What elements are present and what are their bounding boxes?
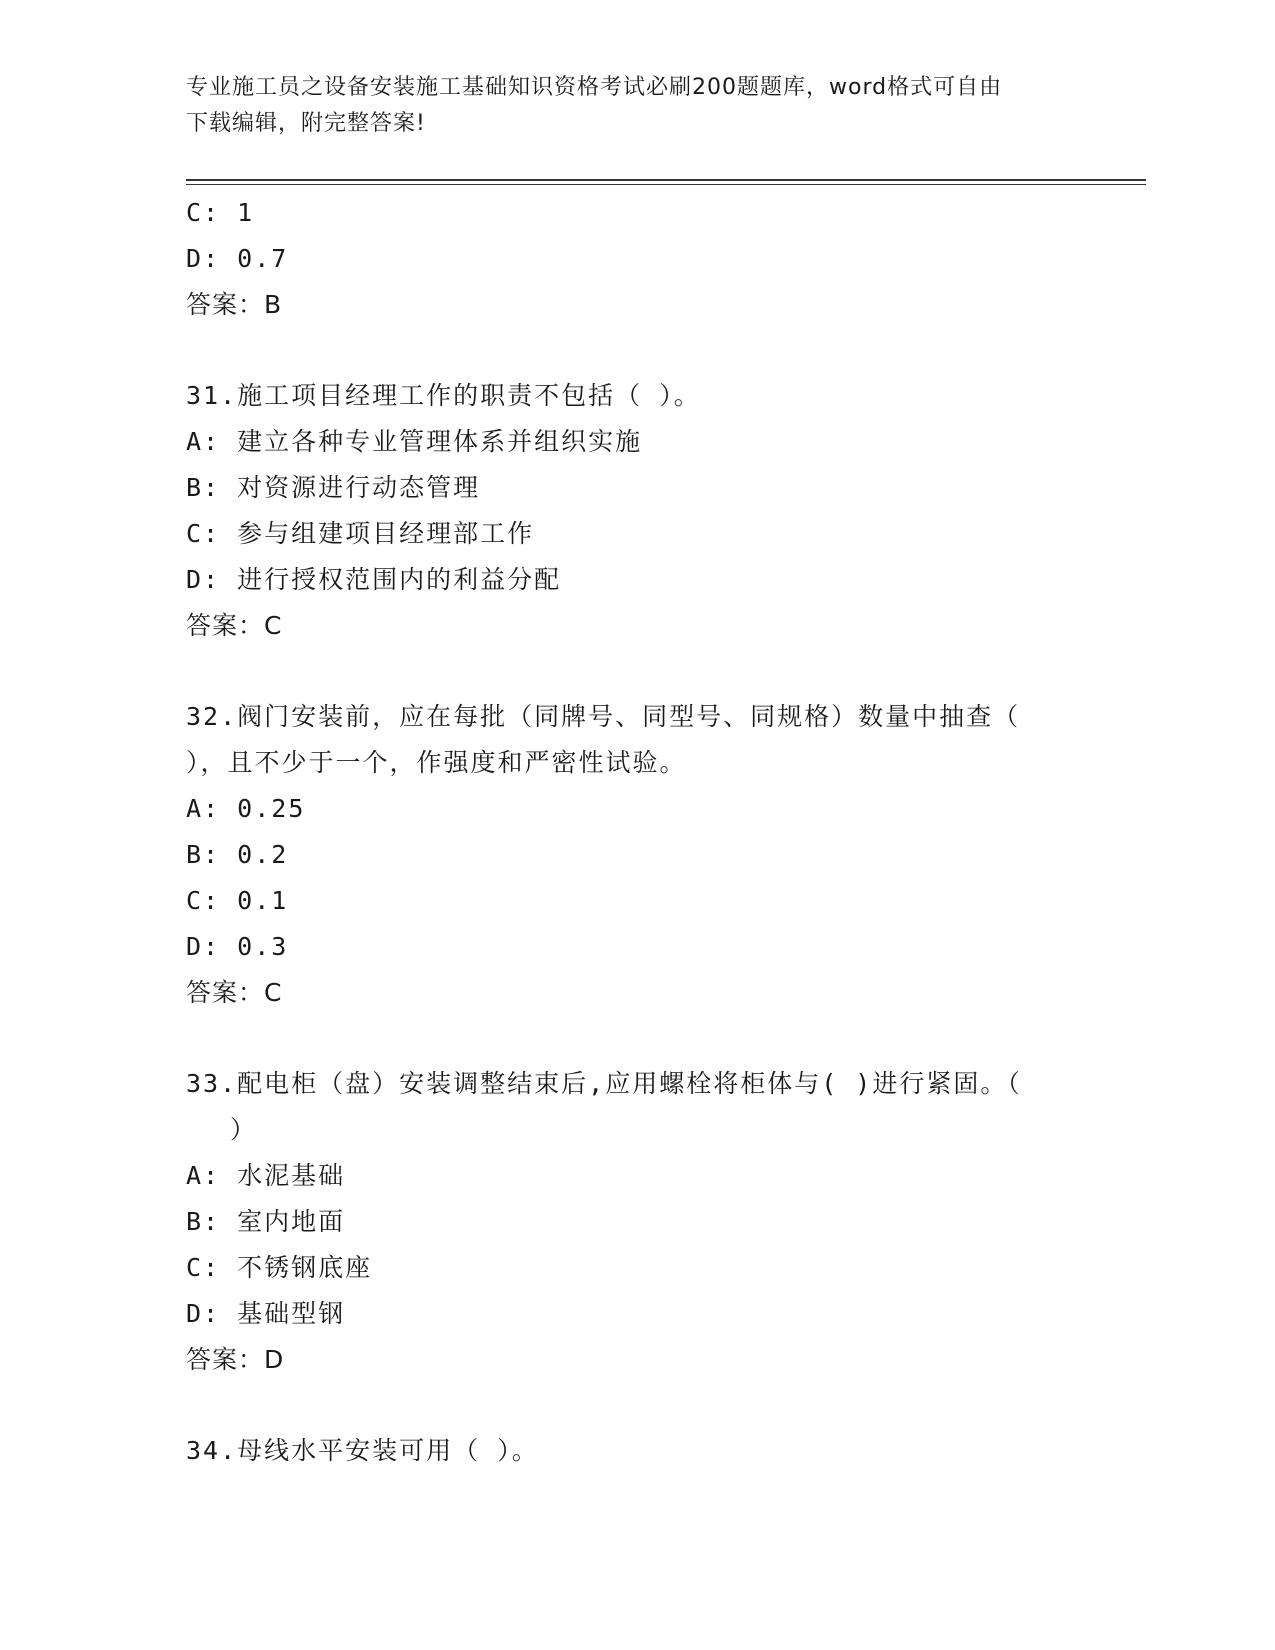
option-d <box>186 1291 1086 1337</box>
option-a <box>186 1153 1086 1199</box>
header-divider-thick <box>186 179 1146 181</box>
option-letter: C: <box>186 519 221 548</box>
option-text: 对资源进行动态管理 <box>237 473 481 502</box>
option-letter: A: <box>186 794 221 823</box>
option-d <box>186 557 1086 603</box>
option-letter: C: <box>186 886 221 915</box>
option-text: 水泥基础 <box>237 1161 346 1190</box>
question-33 <box>186 1061 1086 1383</box>
option-letter: C: <box>186 198 221 227</box>
question-stem: 31.施工项目经理工作的职责不包括（ ）。 <box>186 381 701 410</box>
answer-line: 答案：C <box>186 978 283 1007</box>
option-letter: A: <box>186 1161 221 1190</box>
prev-question <box>186 190 1086 328</box>
option-letter: D: <box>186 1299 221 1328</box>
option-d <box>186 924 1086 970</box>
option-c <box>186 190 1086 236</box>
option-letter: D: <box>186 244 221 273</box>
option-text: 参与组建项目经理部工作 <box>237 519 535 548</box>
option-a <box>186 419 1086 465</box>
question-stem-continued: ） <box>230 1115 258 1144</box>
option-b <box>186 1199 1086 1245</box>
option-letter: C: <box>186 1253 221 1282</box>
header-divider-thin <box>186 184 1146 185</box>
option-c <box>186 511 1086 557</box>
question-34 <box>186 1428 1086 1474</box>
option-text: 进行授权范围内的利益分配 <box>237 565 562 594</box>
question-stem: 33.配电柜（盘）安装调整结束后,应用螺栓将柜体与( )进行紧固。（ <box>186 1069 1022 1098</box>
option-letter: D: <box>186 565 221 594</box>
option-b <box>186 832 1086 878</box>
option-text: 建立各种专业管理体系并组织实施 <box>237 427 643 456</box>
option-text: 0.2 <box>237 840 289 869</box>
header-line-2: 下载编辑，附完整答案! <box>186 111 426 136</box>
option-text: 室内地面 <box>237 1207 346 1236</box>
option-text: 不锈钢底座 <box>237 1253 373 1282</box>
option-letter: D: <box>186 932 221 961</box>
option-c <box>186 1245 1086 1291</box>
question-content <box>186 190 1086 1474</box>
option-b <box>186 465 1086 511</box>
question-stem: 34.母线水平安装可用（ ）。 <box>186 1436 539 1465</box>
option-d <box>186 236 1086 282</box>
option-letter: B: <box>186 840 221 869</box>
option-text: 0.3 <box>237 932 289 961</box>
question-32 <box>186 694 1086 1016</box>
option-text: 1 <box>237 198 255 227</box>
option-a <box>186 786 1086 832</box>
question-stem-continued: ），且不少于一个，作强度和严密性试验。 <box>186 748 687 777</box>
question-31 <box>186 373 1086 649</box>
option-letter: B: <box>186 473 221 502</box>
option-text: 0.1 <box>237 886 289 915</box>
option-c <box>186 878 1086 924</box>
option-letter: B: <box>186 1207 221 1236</box>
header-line-1: 专业施工员之设备安装施工基础知识资格考试必刷200题题库，word格式可自由 <box>186 75 1003 100</box>
answer-line: 答案：C <box>186 611 283 640</box>
document-header <box>186 70 1086 142</box>
option-text: 0.7 <box>237 244 289 273</box>
answer-line: 答案：D <box>186 1345 285 1374</box>
option-text: 0.25 <box>237 794 306 823</box>
option-letter: A: <box>186 427 221 456</box>
option-text: 基础型钢 <box>237 1299 346 1328</box>
question-stem: 32.阀门安装前，应在每批（同牌号、同型号、同规格）数量中抽查（ <box>186 702 1021 731</box>
answer-line: 答案：B <box>186 290 283 319</box>
